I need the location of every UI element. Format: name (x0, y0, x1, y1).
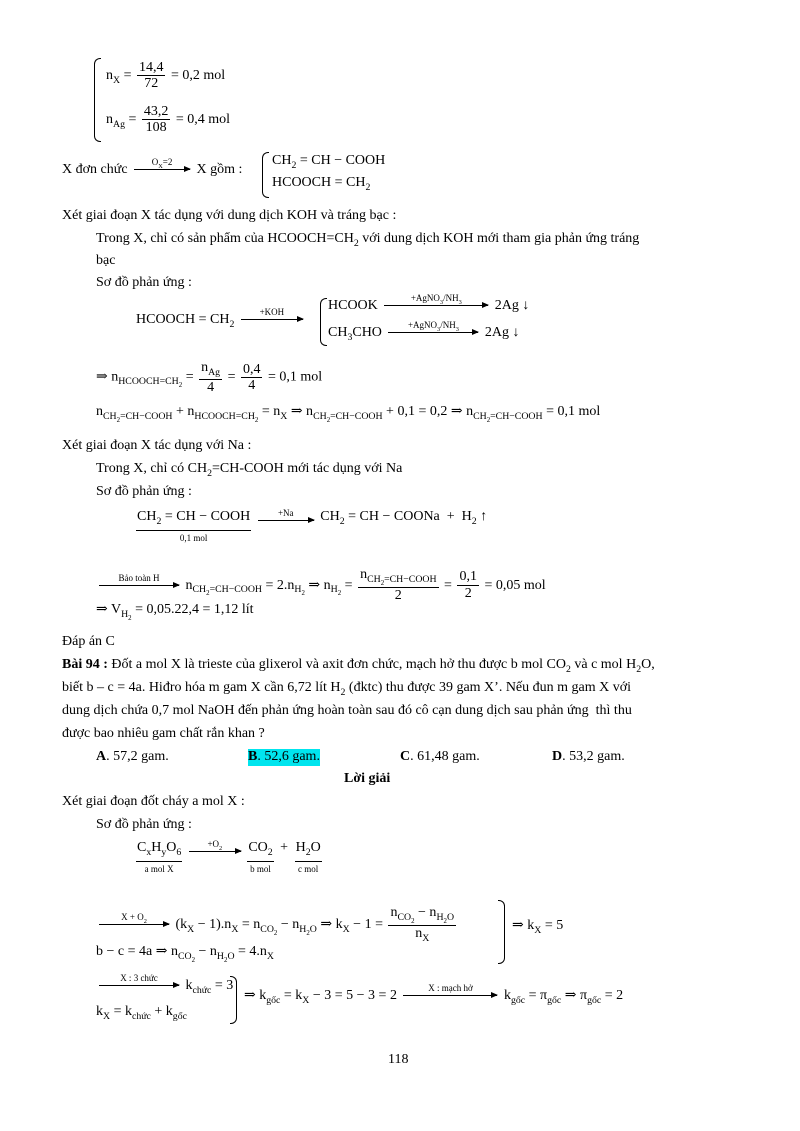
eq-k1: $(k_X - 1).n_X = n_{CO_2} - n_{H_2O}$ ⇒ $k_X - 1$ = $\frac{n_{CO_2} - n_{H_2O}}{n_X}$ (175, 905, 455, 945)
bai94-line-2: biết b – c = 4a. Hiđro hóa m gam X cần 6,72 lít $H_2$ (đktc) thu được 39 gam X’. Nếu đun m gam X với (62, 680, 632, 698)
option-c (400, 749, 480, 766)
option-a-letter: A (96, 749, 107, 764)
arrow-mach-ho-label: X : mạch hở (428, 983, 473, 994)
arrow-x-3-chuc (99, 973, 179, 986)
eq-kchuc-line (96, 973, 234, 997)
arrow-koh (241, 307, 303, 320)
loi-giai-heading: Lời giải (344, 771, 391, 786)
x-don-chuc-line (62, 157, 243, 179)
option-a (96, 749, 169, 766)
plus-sign: + (280, 840, 289, 855)
eq-nx: $n_X$ = $\frac{14,4}{72}$ = 0,2 mol (106, 60, 226, 92)
reaction-1-branch-1 (328, 293, 530, 315)
h2o: $H_2O$ (295, 840, 322, 862)
eq-pi-goc: $k_{gốc} = \pi_{gốc}$ ⇒ $\pi_{gốc} = 2$ (503, 988, 624, 1006)
a-mol-x: a mol X (144, 863, 174, 874)
eq-ksum: $k_X = k_{chức} + k_{gốc}$ (96, 1004, 187, 1022)
brace-reaction-1 (320, 298, 327, 346)
x-gom: X gồm : (196, 162, 243, 177)
c-mol: c mol (298, 863, 319, 874)
acrylic-acid: $CH_2$ = CH − COOH (136, 509, 251, 531)
eq-nag: $n_{Ag}$ = $\frac{43,2}{108}$ = 0,4 mol (106, 104, 231, 136)
x-component-2: HCOOCH = $CH_2$ (272, 175, 371, 193)
hcooch-ch2: HCOOCH = $CH_2$ (136, 312, 235, 330)
arrow-agno3-2 (388, 320, 478, 334)
co2: $CO_2$ (247, 840, 273, 862)
so-do-phan-ung-3: Sơ đồ phản ứng : (96, 817, 192, 832)
bai94-line-1 (62, 657, 655, 676)
reaction-2-products: $CH_2$ = CH − COONa + $H_2$ ↑ (320, 509, 488, 527)
eq-k-line-2: b − c = 4a ⇒ $n_{CO_2} - n_{H_2O} = 4.n_X$ (96, 944, 274, 964)
arrow-o2-label: $+O_2$ (207, 839, 223, 853)
option-c-letter: C (400, 749, 411, 764)
reaction-1-left (136, 307, 306, 331)
bai94-label: Bài 94 : (62, 657, 108, 672)
ag-product-2: 2Ag ↓ (484, 325, 520, 340)
ch3cho: $CH_3CHO$ (328, 325, 382, 343)
para-koh-note-cont: bạc (96, 253, 116, 268)
eq-vh2: ⇒ $V_{H_2} = 0,05.22,4 = 1,12$ lít (96, 602, 254, 622)
option-b-letter: B (248, 749, 258, 764)
dap-an: Đáp án C (62, 634, 115, 649)
arrow-bao-toan-h (99, 572, 179, 586)
product-co2 (247, 840, 273, 874)
hcook: HCOOK (328, 298, 378, 313)
option-b-text: . 52,6 gam. (257, 749, 320, 764)
arrow-ox-label: $O_X=2$ (151, 157, 173, 171)
brace-x-components (262, 152, 269, 198)
para-koh-note: Trong X, chỉ có sản phẩm của $HCOOCH=CH_2$ với dung dịch KOH mới tham gia phản ứng tráng (96, 231, 640, 249)
page-number: 118 (388, 1052, 409, 1067)
x-component-1: $CH_2$ = CH − COOH (272, 153, 386, 171)
arrow-x-3-chuc-label: X : 3 chức (120, 973, 158, 984)
option-b (248, 749, 320, 766)
cxhyo6: $C_xH_yO_6$ (136, 840, 182, 862)
brace-k-system (498, 900, 505, 964)
reaction-3 (136, 840, 322, 874)
arrow-koh-label: +KOH (259, 307, 285, 318)
option-a-text: . 57,2 gam. (106, 749, 169, 764)
so-do-phan-ung-2: Sơ đồ phản ứng : (96, 484, 192, 499)
arrow-agno3-1 (384, 293, 488, 307)
option-d (552, 749, 625, 766)
arrow-agno3-label-2: $+AgNO_3/NH_3$ (407, 320, 459, 334)
para-na-note: Trong X, chỉ có $CH_2=CH$-COOH mới tác dụng với Na (96, 461, 403, 479)
eq-kgoc-line (244, 983, 624, 1007)
x-don-chuc: X đơn chức (62, 162, 128, 177)
eq-kchuc: $k_{chức} = 3$ (185, 978, 234, 996)
arrow-o2 (189, 839, 241, 853)
reaction-1-branch-2 (328, 320, 520, 344)
b-mol: b mol (250, 863, 271, 874)
arrow-x-o2 (99, 912, 169, 926)
brace-system-1 (94, 58, 101, 142)
arrow-bao-toan-h-label: Bảo toàn H (118, 572, 160, 583)
product-h2o (295, 840, 322, 874)
arrow-agno3-label-1: $+AgNO_3/NH_3$ (410, 293, 462, 307)
reactant-acrylic (136, 509, 251, 543)
arrow-mach-ho (403, 983, 497, 996)
eq-sum-nx: $n_{CH_2=CH-COOH} + n_{HCOOCH=CH_2} = n_X$ ⇒ $n_{CH_2=CH-COOH} + 0,1 = 0,2$ ⇒ $n_{CH_2=CH-COOH} = 0,1$ mol (96, 404, 601, 424)
bai94-line-3: dung dịch chứa 0,7 mol NaOH đến phản ứng hoàn toàn sau đó cô cạn dung dịch sau phản ứng thì thu (62, 703, 632, 718)
acrylic-mol: 0,1 mol (179, 532, 208, 543)
arrow-x-o2-label: $X + O_2$ (121, 912, 147, 926)
brace-kchuc-system (230, 976, 237, 1024)
reactant-x (136, 840, 182, 874)
para-koh-stage: Xét giai đoạn X tác dụng với dung dịch KOH và tráng bạc : (62, 208, 397, 223)
ag-product-1: 2Ag ↓ (494, 298, 530, 313)
option-c-text: . 61,48 gam. (410, 749, 480, 764)
eq-kgoc: ⇒ $k_{gốc} = k_X - 3 = 5 - 3 = 2$ (244, 988, 397, 1006)
para-na-stage: Xét giai đoạn X tác dụng với Na : (62, 438, 252, 453)
eq-nh2: $n_{CH_2=CH-COOH} = 2.n_{H_2}$ ⇒ $n_{H_2}$ = $\frac{n_{CH_2=CH-COOH}}{2}$ = $\frac{0,1}{2}$ = 0,05 mol (185, 567, 546, 604)
para-dot-chay: Xét giai đoạn đốt cháy a mol X : (62, 794, 245, 809)
so-do-phan-ung-1: Sơ đồ phản ứng : (96, 275, 192, 290)
eq-n-hcooch: ⇒ $n_{HCOOCH=CH_2}$ = $\frac{n_{Ag}}{4}$ = $\frac{0,4}{4}$ = 0,1 mol (96, 360, 323, 395)
eq-bao-toan-h (96, 567, 546, 604)
arrow-na (258, 508, 314, 521)
arrow-na-label: +Na (277, 508, 294, 519)
option-d-letter: D (552, 749, 563, 764)
eq-k-line-1 (96, 905, 458, 945)
reaction-2 (136, 509, 487, 543)
option-d-text: . 53,2 gam. (562, 749, 625, 764)
arrow-ox (134, 157, 190, 171)
bai94-line-4: được bao nhiêu gam chất rắn khan ? (62, 726, 265, 741)
bai94-text-1: Đốt a mol X là trieste của glixerol và axit đơn chức, mạch hở thu được b mol $CO_2$ và c mol $H_2O$, (107, 657, 655, 675)
eq-k-result: ⇒ $k_X = 5$ (512, 918, 564, 936)
